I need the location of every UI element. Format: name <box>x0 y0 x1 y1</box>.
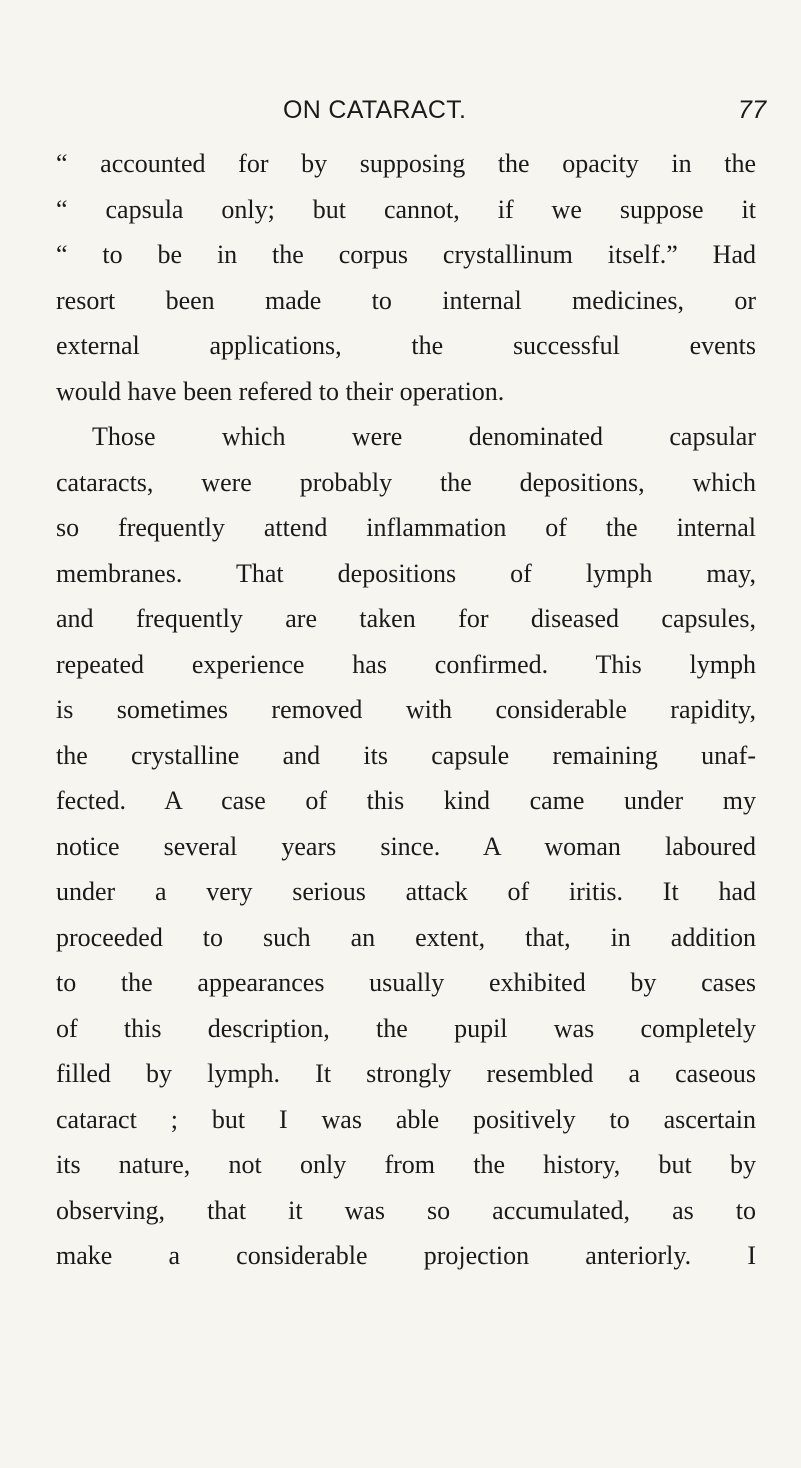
text-line: resort been made to internal medicines, or <box>56 285 756 315</box>
text-line: fected. A case of this kind came under my <box>56 786 756 815</box>
text-line: filled by lymph. It strongly resembled a caseous <box>56 1059 756 1088</box>
running-head <box>283 96 783 132</box>
text-line: to the appearances usually exhibited by cases <box>56 968 756 997</box>
text-line: external applications, the successful events <box>56 331 756 360</box>
text-line: of this description, the pupil was completely <box>56 1013 756 1043</box>
text-line: “ capsula only; but cannot, if we suppose it <box>56 194 756 224</box>
text-line: cataracts, were probably the depositions, which <box>56 467 756 497</box>
text-line: the crystalline and its capsule remaining unaf- <box>56 740 756 770</box>
text-line: cataract ; but I was able positively to ascertain <box>56 1104 756 1134</box>
text-line: membranes. That depositions of lymph may, <box>56 558 756 588</box>
text-line: observing, that it was so accumulated, as to <box>56 1195 756 1225</box>
text-line: “ accounted for by supposing the opacity in the <box>56 149 756 178</box>
text-line: proceeded to such an extent, that, in addition <box>56 922 756 952</box>
body-text <box>56 141 756 1279</box>
text-line: “ to be in the corpus crystallinum itself.” Had <box>56 240 756 269</box>
text-line: under a very serious attack of iritis. It had <box>56 877 756 906</box>
text-line: repeated experience has confirmed. This lymph <box>56 649 756 679</box>
running-title: ON CATARACT. <box>283 96 467 124</box>
text-line: is sometimes removed with considerable rapidity, <box>56 695 756 724</box>
page-number: 77 <box>738 96 767 124</box>
text-line: make a considerable projection anteriorly. I <box>56 1241 756 1270</box>
text-line: so frequently attend inflammation of the internal <box>56 513 756 542</box>
text-line: would have been refered to their operation. <box>56 376 505 406</box>
text-line: its nature, not only from the history, but by <box>56 1150 756 1179</box>
text-line: and frequently are taken for diseased capsules, <box>56 604 756 633</box>
text-line: notice several years since. A woman laboured <box>56 831 756 861</box>
paragraph-first-line: Those which were denominated capsular <box>92 422 756 451</box>
